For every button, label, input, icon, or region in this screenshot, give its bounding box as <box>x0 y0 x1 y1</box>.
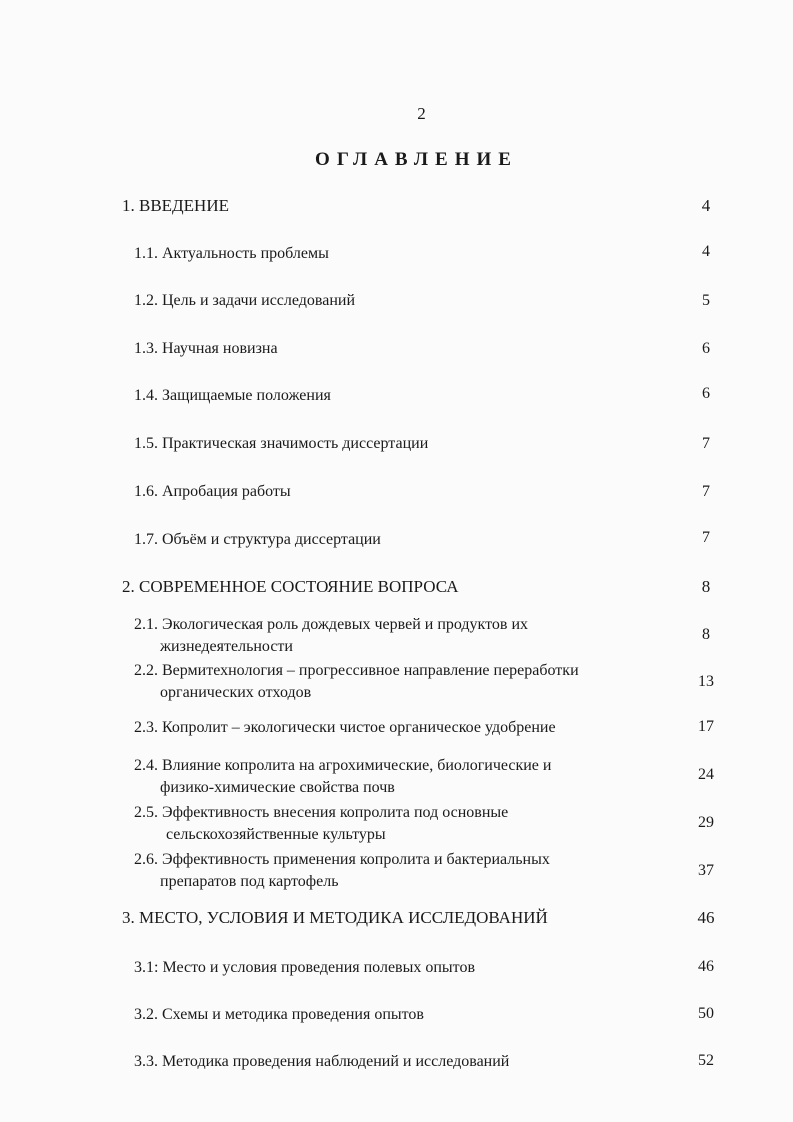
toc-entry-page: 52 <box>698 1052 714 1069</box>
toc-entry-page: 4 <box>701 196 711 215</box>
toc-entry-1-5 <box>0 433 793 473</box>
page-number: 2 <box>417 104 426 123</box>
toc-entry-page: 8 <box>702 626 710 643</box>
toc-entry-text: 3.2. Схемы и методика проведения опытов <box>134 1006 424 1023</box>
toc-entry-page: 7 <box>702 435 710 452</box>
toc-entry-page: 6 <box>702 340 710 357</box>
toc-entry-text: 2.6. Эффективность применения копролита и бактериальных <box>134 851 550 868</box>
toc-entry-text: 2.2. Вермитехнология – прогрессивное направление переработки <box>134 662 579 679</box>
toc-entry-page: 6 <box>702 385 710 402</box>
toc-entry-2-2 <box>0 660 793 704</box>
toc-entry-page: 29 <box>698 814 714 831</box>
toc-entry-text: 1.7. Объём и структура диссертации <box>134 531 381 548</box>
toc-entry-text: 1.6. Апробация работы <box>134 483 291 500</box>
toc-entry-text: 1.2. Цель и задачи исследований <box>134 292 356 309</box>
toc-entry-text-continuation: препаратов под картофель <box>160 873 339 890</box>
toc-entry-page: 4 <box>702 243 710 260</box>
toc-entry-2-5 <box>0 802 793 846</box>
toc-entry-2-6 <box>0 849 793 893</box>
toc-title: ОГЛАВЛЕНИЕ <box>315 149 518 170</box>
toc-entry-chapter-3 <box>0 907 793 947</box>
toc-entry-page: 5 <box>702 292 710 309</box>
toc-entry-page: 7 <box>702 529 710 546</box>
toc-entry-text: 3. МЕСТО, УСЛОВИЯ И МЕТОДИКА ИССЛЕДОВАНИЙ <box>122 908 548 927</box>
toc-entry-1-6 <box>0 481 793 521</box>
toc-entry-text: 1.3. Научная новизна <box>134 340 278 357</box>
toc-entry-text-continuation: жизнедеятельности <box>160 638 293 655</box>
toc-entry-page: 24 <box>698 766 714 783</box>
toc-entry-page: 46 <box>697 908 715 927</box>
toc-entry-text-continuation: органических отходов <box>160 684 312 701</box>
toc-entry-text: 2. СОВРЕМЕННОЕ СОСТОЯНИЕ ВОПРОСА <box>122 577 459 596</box>
toc-entry-text: 2.5. Эффективность внесения копролита под основные <box>134 804 509 821</box>
toc-entry-page: 17 <box>698 718 714 735</box>
toc-entry-page: 37 <box>698 862 714 879</box>
toc-entry-2-3 <box>0 717 793 757</box>
toc-entry-1-7 <box>0 529 793 569</box>
toc-entry-1-2 <box>0 290 793 330</box>
toc-entry-text: 1.5. Практическая значимость диссертации <box>134 435 429 452</box>
toc-entry-page: 50 <box>698 1005 714 1022</box>
toc-entry-1-3 <box>0 338 793 378</box>
toc-entry-3-2 <box>0 1004 793 1044</box>
toc-entry-text: 3.1: Место и условия проведения полевых опытов <box>134 959 475 976</box>
toc-entry-chapter-2 <box>0 576 793 616</box>
toc-entry-1-4 <box>0 385 793 425</box>
toc-entry-text-continuation: физико-химические свойства почв <box>160 779 395 796</box>
toc-entry-text: 1.1. Актуальность проблемы <box>134 245 329 262</box>
toc-entry-3-3 <box>0 1051 793 1091</box>
toc-entry-chapter-1 <box>0 195 793 235</box>
toc-entry-text: 1.4. Защищаемые положения <box>134 387 331 404</box>
toc-entry-text-continuation: сельскохозяйственные культуры <box>166 826 386 843</box>
toc-entry-2-1 <box>0 614 793 658</box>
toc-entry-1-1 <box>0 243 793 283</box>
toc-entry-3-1 <box>0 957 793 997</box>
toc-entry-text: 2.1. Экологическая роль дождевых червей и продуктов их <box>134 616 529 633</box>
toc-entry-2-4 <box>0 755 793 799</box>
toc-entry-text: 2.3. Копролит – экологически чистое органическое удобрение <box>134 719 556 736</box>
toc-entry-text: 3.3. Методика проведения наблюдений и исследований <box>134 1053 510 1070</box>
toc-entry-page: 8 <box>701 577 711 596</box>
toc-entry-page: 7 <box>702 483 710 500</box>
toc-entry-text: 1. ВВЕДЕНИЕ <box>122 196 229 215</box>
toc-entry-page: 13 <box>698 673 714 690</box>
toc-entry-page: 46 <box>698 958 714 975</box>
toc-entry-text: 2.4. Влияние копролита на агрохимические, биологические и <box>134 757 552 774</box>
